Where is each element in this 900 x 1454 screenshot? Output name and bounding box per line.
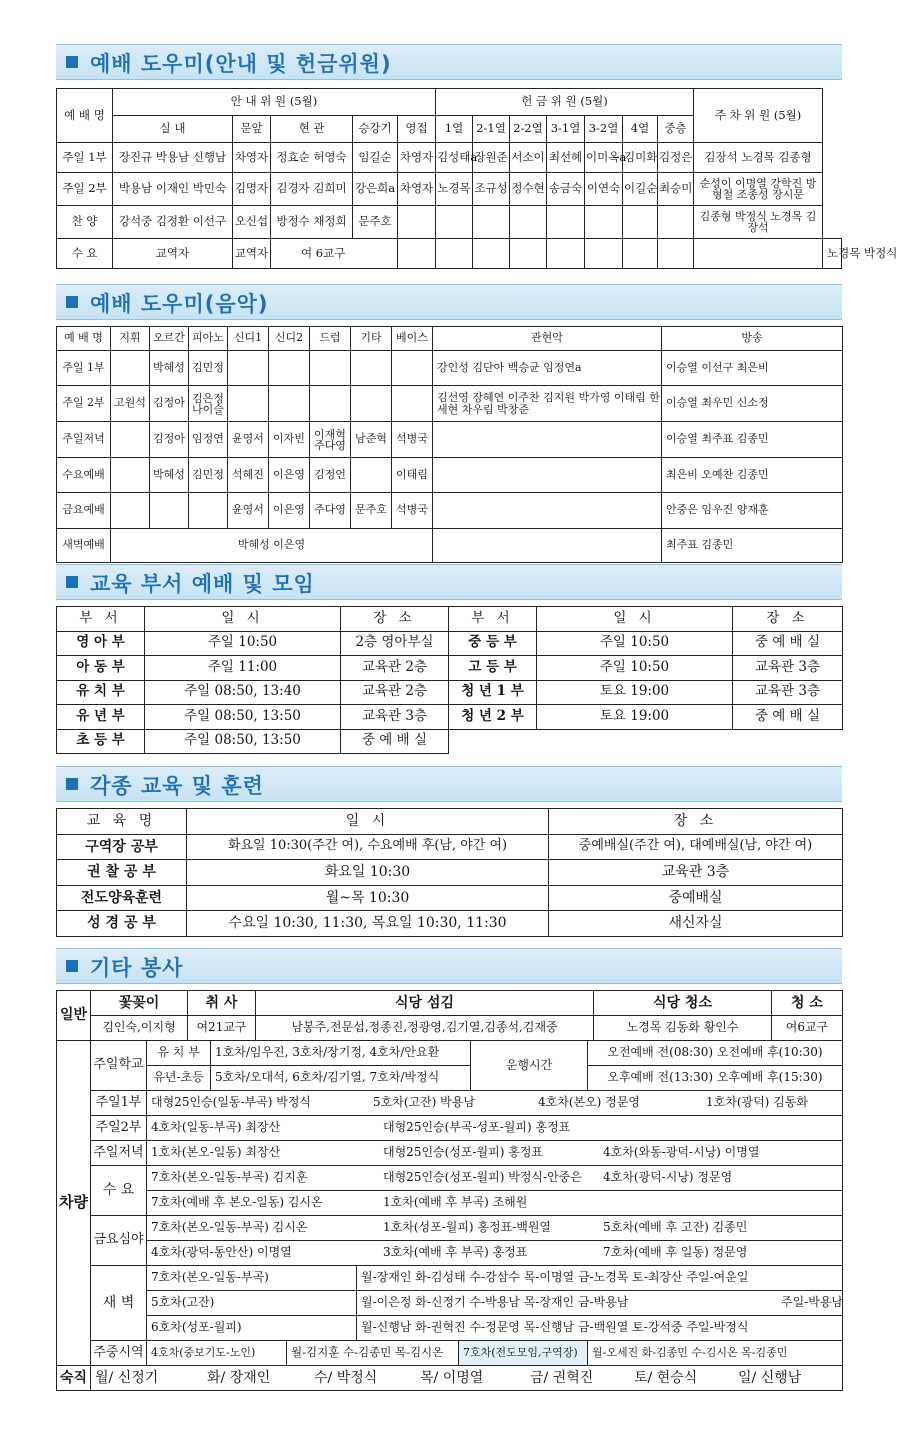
section-title: 예배 도우미(안내 및 헌금위원) <box>90 52 392 76</box>
cell: 강은희a <box>353 173 398 206</box>
section-title: 교육 부서 예배 및 모임 <box>90 572 315 596</box>
cell <box>392 386 433 422</box>
assignment: 1호차(성포-월피) 홍정표-백원열 <box>383 1220 552 1235</box>
cell: 석병국 <box>392 422 433 458</box>
cell: 주일 11:00 <box>145 656 341 681</box>
header: 식당 청소 <box>594 991 772 1016</box>
cell: 순성이 이명열 강학진 방형철 조종성 장시문 <box>694 173 823 206</box>
assignment: 7호차(본오-일동-부곡) 김지훈 <box>151 1170 308 1185</box>
cell: 김장석 노경목 김종형 <box>694 143 823 173</box>
subheader: 중층 <box>658 116 694 143</box>
cell <box>111 493 150 529</box>
wednesday-label: 수 요 <box>91 1166 147 1216</box>
header: 교 육 명 <box>57 809 187 835</box>
cell <box>150 493 189 529</box>
cell: 주일 08:50, 13:50 <box>145 729 341 754</box>
header: 장 소 <box>733 607 843 632</box>
cell: 방정수 채정희 <box>271 206 353 239</box>
cell: 중예배실(주간 여), 대예배실(남, 야간 여) <box>549 834 843 860</box>
cell <box>269 351 310 386</box>
course-name: 권 찰 공 부 <box>57 860 187 886</box>
cell: 주일 08:50, 13:50 <box>145 705 341 730</box>
cell <box>111 422 150 458</box>
cell: 주일 10:50 <box>537 656 733 681</box>
schedule-text: 월-이은정 화-신정기 수-박용남 목-장재인 금-박용남 <box>361 1295 629 1310</box>
cell: 김선영 장혜연 이주찬 김지원 박가영 이태림 한세현 차우림 박창준 <box>433 386 662 422</box>
dept-name: 유 치 부 <box>57 680 145 705</box>
square-bullet-icon <box>66 296 78 308</box>
friday-row <box>147 1216 843 1241</box>
duty: 목/ 이명열 <box>420 1369 484 1386</box>
section-title: 각종 교육 및 훈련 <box>90 774 264 798</box>
cell <box>310 351 351 386</box>
midweek-label: 주중시역 <box>91 1341 147 1366</box>
subheader: 4열 <box>623 116 658 143</box>
dept-name: 영 아 부 <box>57 631 145 656</box>
assignment: 1호차(예배 후 부곡) 조해원 <box>383 1195 528 1210</box>
dept-name: 청 년 2 부 <box>449 705 537 730</box>
cell <box>111 351 150 386</box>
cell: 교육관 3층 <box>549 860 843 886</box>
night-duty-row <box>91 1366 843 1391</box>
cell: 교역자 <box>233 239 271 269</box>
education-dept-table <box>56 606 843 754</box>
course-name: 구역장 공부 <box>57 834 187 860</box>
cell: 주일 10:50 <box>145 631 341 656</box>
cell: 김은정 나이슬 <box>189 386 228 422</box>
assignment: 4호차(광덕-시낭) 정문영 <box>603 1170 733 1185</box>
square-bullet-icon <box>66 960 78 972</box>
cell: 박혜성 <box>150 351 189 386</box>
cell: 교육관 3층 <box>341 705 449 730</box>
cell <box>351 351 392 386</box>
section-header-training <box>56 766 842 802</box>
cell: 토요 19:00 <box>537 680 733 705</box>
cell: 교육관 3층 <box>733 680 843 705</box>
cell: 박용남 이재인 박민숙 <box>113 173 233 206</box>
section-header-music <box>56 284 842 320</box>
cell: 이미옥a <box>585 143 623 173</box>
time-morning: 오전예배 전(08:30) 오전예배 후(10:30) <box>588 1041 843 1066</box>
cell: 수요일 10:30, 11:30, 목요일 10:30, 11:30 <box>187 911 549 937</box>
header: 방송 <box>662 327 843 351</box>
cell: 중 예 배 실 <box>733 705 843 730</box>
subheader: 2-1열 <box>473 116 510 143</box>
cell <box>310 386 351 422</box>
cell <box>189 493 228 529</box>
cell <box>433 529 662 563</box>
cell: 석혜진 <box>228 458 269 493</box>
kinder-value: 1호차/임우진, 3호차/장기정, 4호차/안요환 <box>211 1041 471 1066</box>
header: 신디1 <box>228 327 269 351</box>
youth-label: 유년-초등 <box>147 1066 211 1091</box>
cell: 교육관 2층 <box>341 680 449 705</box>
row-label: 주일저녁 <box>57 422 111 458</box>
dawn-vehicle: 6호차(성포-월피) <box>147 1316 357 1341</box>
assignment: 대형25인승(일동-부곡) 박정식 <box>151 1095 312 1110</box>
cell: 오신섭 <box>233 206 271 239</box>
usher-offering-table <box>56 88 898 269</box>
cell: 이은영 <box>269 493 310 529</box>
cell <box>433 493 662 529</box>
cell: 중 예 배 실 <box>341 729 449 754</box>
subheader: 2-2열 <box>510 116 547 143</box>
dept-name: 고 등 부 <box>449 656 537 681</box>
cell: 이길순 <box>623 173 658 206</box>
dawn-schedule: 월-신행남 화-권혁진 수-정문영 목-신행남 금-백원열 토-강석중 주일-박정식 <box>357 1316 843 1341</box>
cell: 송금숙 <box>547 173 585 206</box>
midweek-vehicle: 4호차(중보기도-노인) <box>147 1341 287 1366</box>
assignment: 4호차(일동-부곡) 최장산 <box>151 1120 281 1135</box>
assignment: 1호차(광덕) 김동화 <box>706 1095 808 1110</box>
cell <box>392 351 433 386</box>
cell: 박혜성 <box>150 458 189 493</box>
vehicle-table <box>56 1040 843 1391</box>
cell: 화요일 10:30 <box>187 860 549 886</box>
header: 일 시 <box>145 607 341 632</box>
row-label: 수요예배 <box>57 458 111 493</box>
cell: 이승열 이선구 최은비 <box>662 351 843 386</box>
cell: 중예배실 <box>549 885 843 911</box>
cell <box>433 422 662 458</box>
row-label: 주일 1부 <box>57 143 113 173</box>
duty: 일/ 신행남 <box>738 1369 802 1386</box>
cell: 주다영 <box>310 493 351 529</box>
dept-name: 중 등 부 <box>449 631 537 656</box>
cell: 김성태a <box>436 143 473 173</box>
dawn-schedule <box>357 1291 843 1316</box>
assignment: 7호차(본오-일동-부곡) 김시온 <box>151 1220 308 1235</box>
assignment: 5호차(고잔) 박용남 <box>373 1095 475 1110</box>
cell: 중 예 배 실 <box>733 631 843 656</box>
cell <box>351 458 392 493</box>
header: 예 배 명 <box>57 327 111 351</box>
square-bullet-icon <box>66 778 78 790</box>
friday-row <box>147 1241 843 1266</box>
cell: 강인성 김단아 백승균 임정연a <box>433 351 662 386</box>
header-service: 예 배 명 <box>57 89 113 143</box>
square-bullet-icon <box>66 56 78 68</box>
cell: 노경목 박정식 <box>823 239 842 269</box>
schedule-text: 주일-박용남 <box>781 1295 844 1310</box>
subheader: 실 내 <box>113 116 233 143</box>
cell: 정효순 허영숙 <box>271 143 353 173</box>
duty: 수/ 박정식 <box>314 1369 378 1386</box>
cell: 김경자 김희미 <box>271 173 353 206</box>
night-duty-label: 숙직 <box>57 1366 91 1391</box>
cell: 남준혁 <box>351 422 392 458</box>
youth-value: 5호차/오대석, 6호차/김기열, 7호차/박정식 <box>211 1066 471 1091</box>
row-label: 주일 2부 <box>57 173 113 206</box>
cell: 고원석 <box>111 386 150 422</box>
cell <box>228 351 269 386</box>
header: 일 시 <box>537 607 733 632</box>
cell: 김종형 박정식 노경목 김장석 <box>694 206 823 239</box>
time-afternoon: 오후예배 전(13:30) 오후예배 후(15:30) <box>588 1066 843 1091</box>
duty: 월/ 신정기 <box>95 1369 159 1386</box>
cell: 김정언 <box>310 458 351 493</box>
row-label: 새벽예배 <box>57 529 111 563</box>
cell: 김명자 <box>233 173 271 206</box>
cell: 새신자실 <box>549 911 843 937</box>
course-name: 전도양육훈련 <box>57 885 187 911</box>
cell: 서소이 <box>510 143 547 173</box>
assignment: 4호차(와동-광덕-시낭) 이명열 <box>603 1145 760 1160</box>
cell: 화요일 10:30(주간 여), 수요예배 후(남, 야간 여) <box>187 834 549 860</box>
dept-name: 청 년 1 부 <box>449 680 537 705</box>
wednesday-row <box>147 1191 843 1216</box>
cell: 교육관 2층 <box>341 656 449 681</box>
cell: 최은비 오예찬 김종민 <box>662 458 843 493</box>
cell: 노경목 김동화 황인수 <box>594 1016 772 1041</box>
cell: 장원준 <box>473 143 510 173</box>
cell: 이승열 최우민 신소정 <box>662 386 843 422</box>
cell: 차영자 <box>398 143 436 173</box>
cell: 여6교구 <box>772 1016 843 1041</box>
subheader: 현 관 <box>271 116 353 143</box>
course-name: 성 경 공 부 <box>57 911 187 937</box>
training-table <box>56 808 843 937</box>
cell: 박혜성 이은영 <box>111 529 433 563</box>
cell: 여 6교구 <box>271 239 398 269</box>
header: 청 소 <box>772 991 843 1016</box>
sunday-school-label: 주일학교 <box>91 1041 147 1091</box>
sunday-evening-label: 주일저녁 <box>91 1141 147 1166</box>
header: 드럼 <box>310 327 351 351</box>
header: 꽃꽂이 <box>91 991 188 1016</box>
section-header-other-service <box>56 948 842 984</box>
dawn-vehicle: 7호차(본오-일동-부곡) <box>147 1266 357 1291</box>
header-parking: 주 차 위 원 (5월) <box>694 89 823 143</box>
header: 장 소 <box>341 607 449 632</box>
kinder-label: 유 치 부 <box>147 1041 211 1066</box>
subheader: 3-1열 <box>547 116 585 143</box>
sunday1-row <box>147 1091 843 1116</box>
header: 관현악 <box>433 327 662 351</box>
assignment: 대형25인승(부곡-성포-월피) 홍정표 <box>383 1120 571 1135</box>
midweek-schedule: 월-오세진 화-김종민 수-김시온 목-김종민 <box>588 1341 843 1366</box>
header: 지휘 <box>111 327 150 351</box>
header: 일 시 <box>187 809 549 835</box>
cell: 강석중 김정환 이선구 <box>113 206 233 239</box>
cell <box>228 386 269 422</box>
header: 장 소 <box>549 809 843 835</box>
cell: 토요 19:00 <box>537 705 733 730</box>
cell: 임정연 <box>189 422 228 458</box>
cell: 석병국 <box>392 493 433 529</box>
cell: 차영자 <box>398 173 436 206</box>
cell: 안중은 임우진 양재훈 <box>662 493 843 529</box>
cell: 문주호 <box>353 206 398 239</box>
assignment: 4호차(광덕-동안산) 이명열 <box>151 1245 292 1260</box>
cell: 이재혁 주다영 <box>310 422 351 458</box>
cell: 이태림 <box>392 458 433 493</box>
sunday2-label: 주일2부 <box>91 1116 147 1141</box>
general-label: 일반 <box>57 991 91 1041</box>
cell: 김정아 <box>150 422 189 458</box>
midweek-vehicle: 7호차(전도모임,구역장) <box>459 1341 588 1366</box>
header-offering: 헌 금 위 원 (5월) <box>436 89 694 116</box>
cell: 교역자 <box>113 239 233 269</box>
cell: 여21교구 <box>188 1016 256 1041</box>
dept-name: 유 년 부 <box>57 705 145 730</box>
assignment: 대형25인승(성포-월피) 박정식-안중은 <box>383 1170 582 1185</box>
cell: 장진규 박용남 신행남 <box>113 143 233 173</box>
row-label: 찬 양 <box>57 206 113 239</box>
section-title: 기타 봉사 <box>90 956 184 980</box>
header: 신디2 <box>269 327 310 351</box>
duty: 화/ 장재인 <box>207 1369 271 1386</box>
cell: 이승열 최주표 김종민 <box>662 422 843 458</box>
header: 오르간 <box>150 327 189 351</box>
section-title: 예배 도우미(음악) <box>90 292 269 316</box>
header: 부 서 <box>449 607 537 632</box>
sunday1-label: 주일1부 <box>91 1091 147 1116</box>
cell: 최승미 <box>658 173 694 206</box>
assignment: 7호차(예배 후 본오-일동) 김시온 <box>151 1195 323 1210</box>
assignment: 5호차(예배 후 고잔) 김종민 <box>603 1220 748 1235</box>
header-usher: 안 내 위 원 (5월) <box>113 89 436 116</box>
assignment: 7호차(예배 후 일동) 정문영 <box>603 1245 748 1260</box>
row-label: 주일 2부 <box>57 386 111 422</box>
dawn-label: 새 벽 <box>91 1266 147 1341</box>
cell: 김인숙,이지형 <box>91 1016 188 1041</box>
cell: 윤영서 <box>228 493 269 529</box>
cell: 최주표 김종민 <box>662 529 843 563</box>
square-bullet-icon <box>66 576 78 588</box>
section-header-education-dept <box>56 564 842 600</box>
assignment: 1호차(본오-일동) 최장산 <box>151 1145 281 1160</box>
duty: 금/ 권혁진 <box>530 1369 594 1386</box>
cell: 윤영서 <box>228 422 269 458</box>
subheader: 1열 <box>436 116 473 143</box>
cell <box>351 386 392 422</box>
header: 취 사 <box>188 991 256 1016</box>
section-header-worship-helpers <box>56 44 842 80</box>
dept-name: 초 등 부 <box>57 729 145 754</box>
cell <box>111 458 150 493</box>
subheader: 3-2열 <box>585 116 623 143</box>
cell: 정수현 <box>510 173 547 206</box>
cell: 월~목 10:30 <box>187 885 549 911</box>
row-label: 수 요 <box>57 239 113 269</box>
header: 기타 <box>351 327 392 351</box>
header: 부 서 <box>57 607 145 632</box>
header: 베이스 <box>392 327 433 351</box>
sunday-evening-row <box>147 1141 843 1166</box>
general-service-table <box>56 990 843 1041</box>
cell: 이은영 <box>269 458 310 493</box>
assignment: 대형25인승(성포-월피) 홍정표 <box>383 1145 544 1160</box>
row-label: 주일 1부 <box>57 351 111 386</box>
cell: 교육관 3층 <box>733 656 843 681</box>
cell: 남봉주,전문섭,정종진,정광영,김기열,김종석,김재중 <box>256 1016 594 1041</box>
cell: 2층 영아부실 <box>341 631 449 656</box>
subheader: 문앞 <box>233 116 271 143</box>
vehicle-label: 차량 <box>57 1041 91 1366</box>
music-table <box>56 326 843 563</box>
cell <box>269 386 310 422</box>
cell: 주일 10:50 <box>537 631 733 656</box>
cell: 노경목 <box>436 173 473 206</box>
header: 피아노 <box>189 327 228 351</box>
cell: 김민정 <box>189 458 228 493</box>
cell: 김정은 <box>658 143 694 173</box>
operating-time-label: 운행시간 <box>471 1041 588 1091</box>
cell: 김민정 <box>189 351 228 386</box>
friday-label: 금요심야 <box>91 1216 147 1266</box>
assignment: 4호차(본오) 정문영 <box>538 1095 640 1110</box>
cell: 차영자 <box>233 143 271 173</box>
wednesday-row <box>147 1166 843 1191</box>
cell <box>433 458 662 493</box>
subheader: 영접 <box>398 116 436 143</box>
dawn-schedule: 월-장재인 화-김성태 수-강삼수 목-이명열 금-노경목 토-최장산 주일-여운일 <box>357 1266 843 1291</box>
cell: 문주호 <box>351 493 392 529</box>
dawn-vehicle: 5호차(고잔) <box>147 1291 357 1316</box>
sunday2-row <box>147 1116 843 1141</box>
header: 식당 섬김 <box>256 991 594 1016</box>
cell: 임길순 <box>353 143 398 173</box>
assignment: 3호차(예배 후 부곡) 홍정표 <box>383 1245 528 1260</box>
cell: 이연숙 <box>585 173 623 206</box>
midweek-schedule: 월-김지훈 수-김종민 목-김시온 <box>287 1341 459 1366</box>
cell: 최선혜 <box>547 143 585 173</box>
cell: 이자빈 <box>269 422 310 458</box>
subheader: 승강기 <box>353 116 398 143</box>
duty: 토/ 현승식 <box>634 1369 698 1386</box>
cell: 조규성 <box>473 173 510 206</box>
cell: 김정아 <box>150 386 189 422</box>
row-label: 금요예배 <box>57 493 111 529</box>
cell: 김미화 <box>623 143 658 173</box>
cell: 주일 08:50, 13:40 <box>145 680 341 705</box>
dept-name: 아 동 부 <box>57 656 145 681</box>
